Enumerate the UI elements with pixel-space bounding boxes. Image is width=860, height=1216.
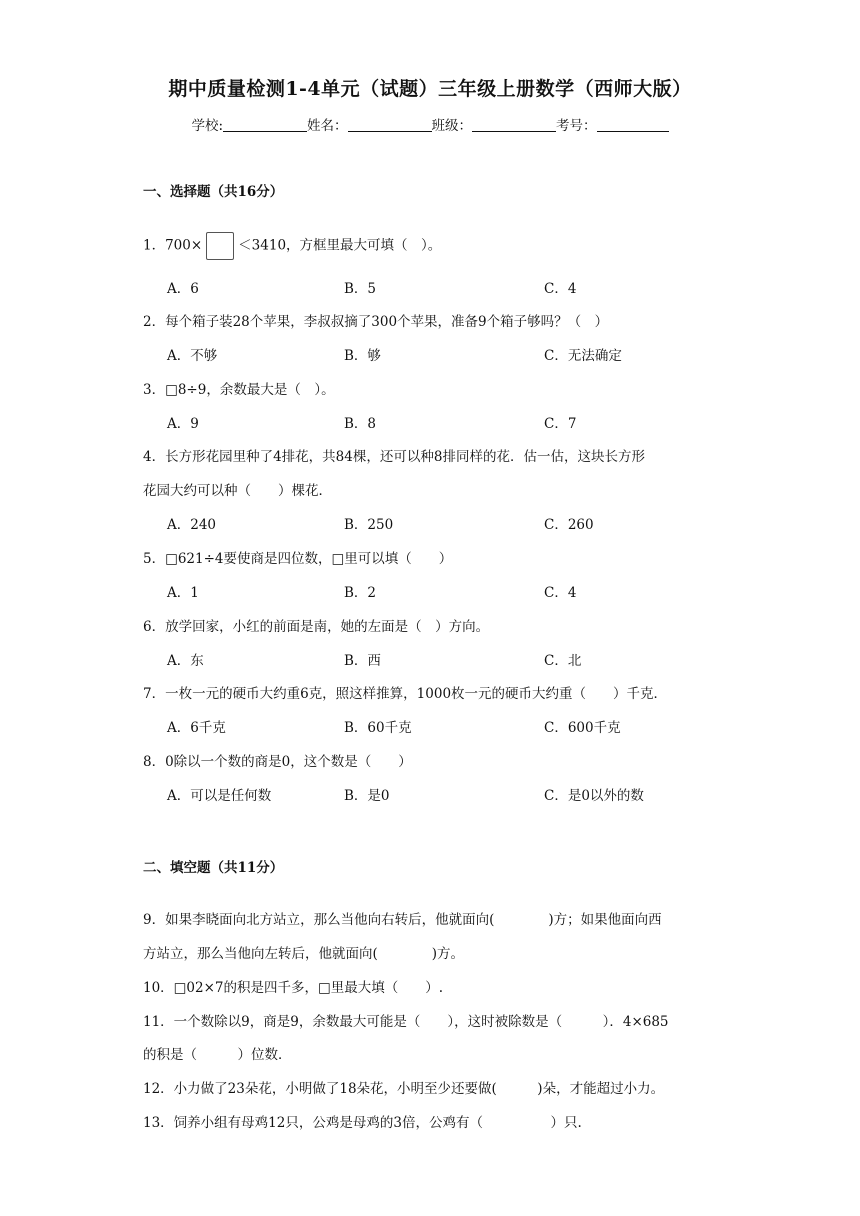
option-b[interactable]: B．250 <box>344 517 394 533</box>
option-a[interactable]: A．东 <box>167 653 204 669</box>
option-b[interactable]: B．西 <box>344 653 381 669</box>
option-b[interactable]: B．够 <box>344 348 381 364</box>
option-a[interactable]: A．可以是任何数 <box>167 788 272 804</box>
question-4-line-2: 花园大约可以种（ ）棵花． <box>143 483 332 499</box>
option-a[interactable]: A．6千克 <box>167 720 226 736</box>
question-8: 8．0除以一个数的商是0，这个数是（ ） <box>143 754 412 770</box>
question-8-options <box>0 784 860 804</box>
question-1-options <box>0 277 860 297</box>
section-multiple-choice: 一、选择题（共16分） <box>143 184 284 200</box>
option-b[interactable]: B．8 <box>344 416 377 432</box>
name-blank[interactable] <box>348 117 432 132</box>
option-c[interactable]: C．4 <box>544 585 577 601</box>
school-blank[interactable] <box>223 117 307 132</box>
question-11-line-2: 的积是（ ）位数． <box>143 1047 292 1063</box>
answer-box[interactable] <box>206 232 234 260</box>
question-6-options <box>0 649 860 669</box>
question-11-line-1: 11．一个数除以9，商是9，余数最大可能是（ ），这时被除数是（ ）．4×685 <box>143 1014 669 1030</box>
class-blank[interactable] <box>472 117 556 132</box>
school-label: 学校: <box>191 118 224 134</box>
question-5-options <box>0 581 860 601</box>
page-title: 期中质量检测1-4单元（试题）三年级上册数学（西师大版） <box>168 78 692 100</box>
question-6: 6．放学回家，小红的前面是南，她的左面是（ ）方向。 <box>143 619 490 635</box>
question-2: 2．每个箱子装28个苹果，李叔叔摘了300个苹果，准备9个箱子够吗？（ ） <box>143 314 609 330</box>
name-label: 姓名： <box>307 118 348 134</box>
exam-no-blank[interactable] <box>597 117 669 132</box>
option-c[interactable]: C．北 <box>544 653 582 669</box>
option-c[interactable]: C．是0以外的数 <box>544 788 644 804</box>
option-c[interactable]: C．600千克 <box>544 720 621 736</box>
question-4-line-1: 4．长方形花园里种了4排花，共84棵，还可以种8排同样的花．估一估，这块长方形 <box>143 449 645 465</box>
exam-no-label: 考号： <box>556 118 597 134</box>
question-3-options <box>0 412 860 432</box>
option-b[interactable]: B．2 <box>344 585 377 601</box>
option-a[interactable]: A．1 <box>167 585 199 601</box>
question-13: 13．饲养小组有母鸡12只，公鸡是母鸡的3倍，公鸡有（ ）只. <box>143 1115 582 1131</box>
question-2-options <box>0 344 860 364</box>
option-c[interactable]: C．260 <box>544 517 594 533</box>
question-7: 7．一枚一元的硬币大约重6克，照这样推算，1000枚一元的硬币大约重（ ）千克． <box>143 686 668 702</box>
question-1-post: ＜3410，方框里最大可填（ ）。 <box>238 237 442 254</box>
option-c[interactable]: C．无法确定 <box>544 348 622 364</box>
question-9-line-1: 9．如果李晓面向北方站立，那么当他向右转后，他就面向( )方；如果他面向西 <box>143 912 662 928</box>
question-1 <box>143 232 441 260</box>
option-c[interactable]: C．4 <box>544 281 577 297</box>
question-9-line-2: 方站立，那么当他向左转后，他就面向( )方。 <box>143 946 465 962</box>
question-1-pre: 1．700× <box>143 237 203 254</box>
student-info <box>0 114 860 134</box>
class-label: 班级： <box>431 118 473 134</box>
option-a[interactable]: A．6 <box>167 281 199 297</box>
question-3: 3．□8÷9，余数最大是（ ）。 <box>143 382 335 398</box>
question-4-options <box>0 513 860 533</box>
option-b[interactable]: B．60千克 <box>344 720 412 736</box>
question-10: 10．□02×7的积是四千多，□里最大填（ ）. <box>143 980 444 996</box>
option-c[interactable]: C．7 <box>544 416 577 432</box>
option-a[interactable]: A．不够 <box>167 348 218 364</box>
option-a[interactable]: A．240 <box>167 517 217 533</box>
section-fill-blank: 二、填空题（共11分） <box>143 860 284 876</box>
option-b[interactable]: B．5 <box>344 281 377 297</box>
question-5: 5．□621÷4要使商是四位数，□里可以填（ ） <box>143 551 453 567</box>
question-7-options <box>0 716 860 736</box>
option-a[interactable]: A．9 <box>167 416 199 432</box>
question-12: 12．小力做了23朵花，小明做了18朵花，小明至少还要做( )朵，才能超过小力。 <box>143 1081 665 1097</box>
option-b[interactable]: B．是0 <box>344 788 390 804</box>
